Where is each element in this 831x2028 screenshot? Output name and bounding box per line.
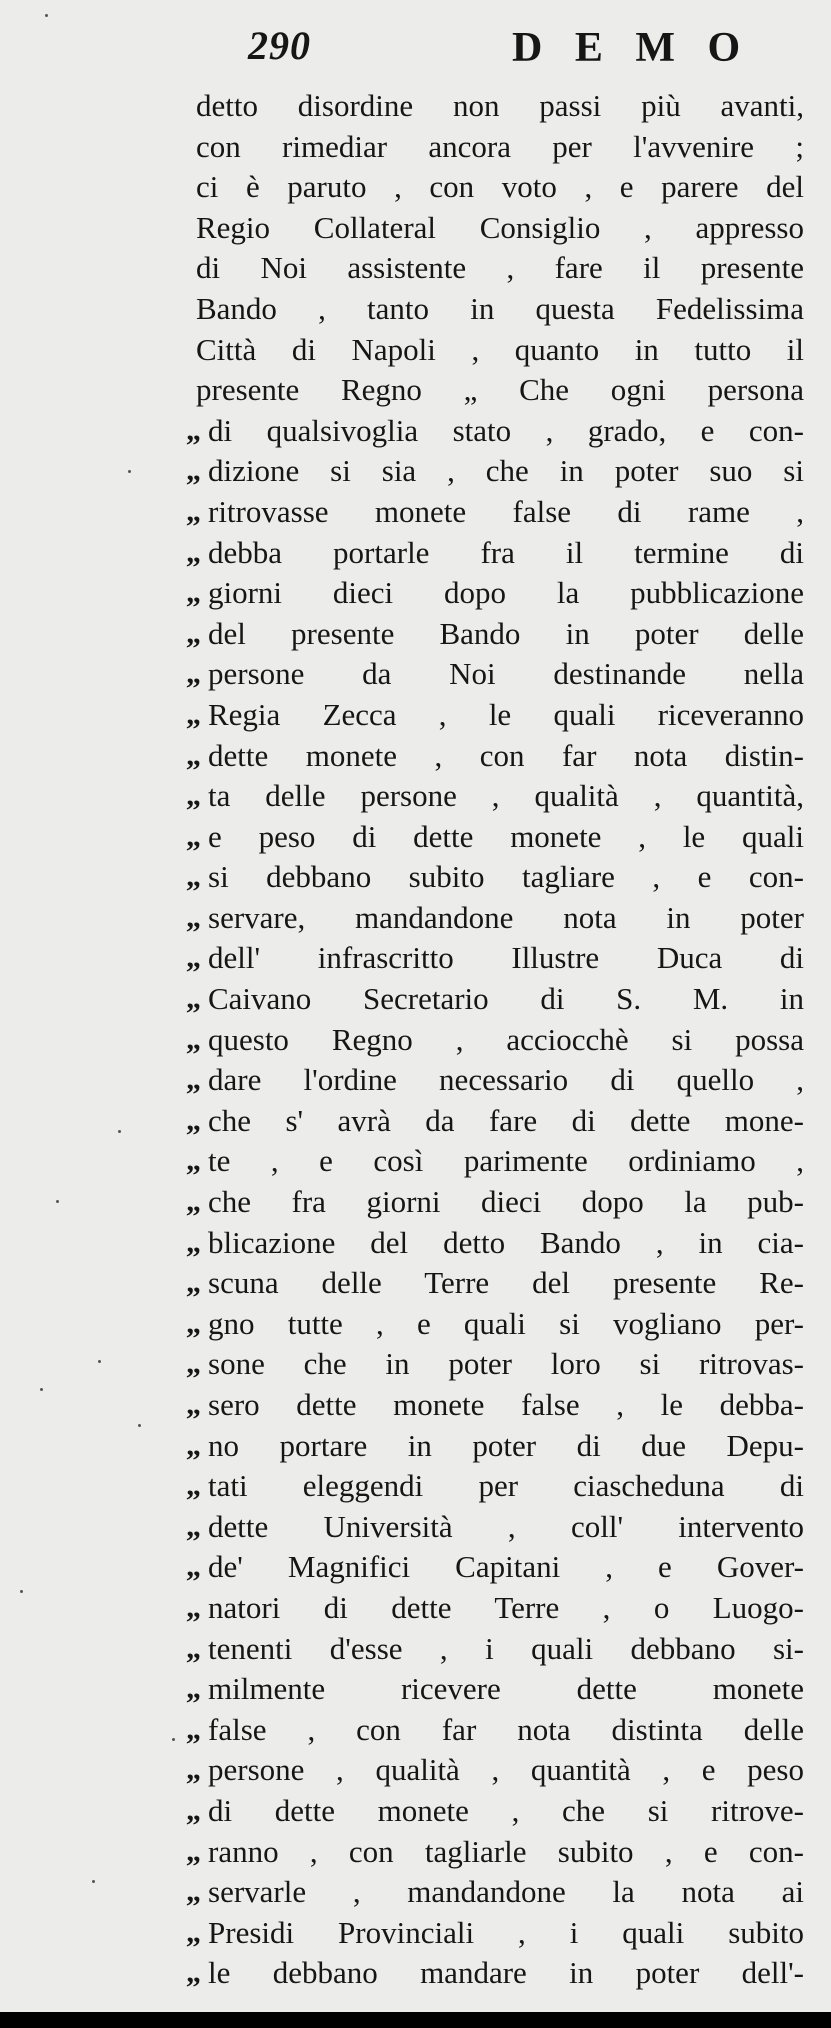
- line-text: presente Regno „ Che ogni persona: [196, 372, 804, 408]
- text-line: [186, 695, 804, 736]
- text-line: [186, 533, 804, 574]
- quotation-mark: „: [186, 1144, 201, 1178]
- line-text: tati eleggendi per ciascheduna di: [208, 1468, 804, 1504]
- quotation-mark: „: [186, 494, 201, 528]
- running-head: D E M O: [512, 25, 745, 71]
- line-text: sone che in poter loro si ritrovas-: [208, 1346, 804, 1382]
- line-text: servarle , mandandone la nota ai: [208, 1874, 804, 1910]
- quotation-mark: „: [186, 1509, 201, 1543]
- text-line: [186, 1344, 804, 1385]
- line-text: che fra giorni dieci dopo la pub-: [208, 1184, 804, 1220]
- text-line: [186, 817, 804, 858]
- line-text: false , con far nota distinta delle: [208, 1711, 804, 1747]
- page-number: 290: [248, 23, 311, 68]
- text-line: [186, 1953, 804, 1994]
- text-line: [186, 1182, 804, 1223]
- quotation-mark: „: [186, 1469, 201, 1503]
- line-text: si debbano subito tagliare , e con-: [208, 859, 804, 895]
- text-line: [186, 1304, 804, 1345]
- quotation-mark: „: [186, 413, 201, 447]
- line-text: ta delle persone , qualità , quantità,: [208, 778, 804, 814]
- quotation-mark: „: [186, 576, 201, 610]
- line-text: dell' infrascritto Illustre Duca di: [208, 940, 804, 976]
- text-line: [186, 736, 804, 777]
- text-line: [196, 167, 804, 208]
- text-line: [186, 1101, 804, 1142]
- line-text: con rimediar ancora per l'avvenire ;: [196, 128, 804, 164]
- line-text: tenenti d'esse , i quali debbano si-: [208, 1630, 804, 1666]
- quotation-mark: „: [186, 982, 201, 1016]
- quotation-mark: „: [186, 1915, 201, 1949]
- text-line: [186, 1426, 804, 1467]
- text-line: [186, 1750, 804, 1791]
- line-text: ranno , con tagliarle subito , e con-: [208, 1833, 804, 1869]
- quotation-mark: „: [186, 1590, 201, 1624]
- scan-border: [0, 2012, 831, 2028]
- line-text: persone , qualità , quantità , e peso: [208, 1752, 804, 1788]
- text-line: [186, 1385, 804, 1426]
- line-text: Città di Napoli , quanto in tutto il: [196, 331, 804, 367]
- quotation-mark: „: [186, 454, 201, 488]
- quotation-mark: „: [186, 1875, 201, 1909]
- text-line: [186, 1832, 804, 1873]
- line-text: di dette monete , che si ritrove-: [208, 1792, 804, 1828]
- line-text: blicazione del detto Bando , in cia-: [208, 1224, 804, 1260]
- text-line: [186, 1588, 804, 1629]
- text-line: [196, 289, 804, 330]
- text-line: [186, 1791, 804, 1832]
- text-line: [186, 1060, 804, 1101]
- text-line: [186, 1223, 804, 1264]
- line-text: Caivano Secretario di S. M. in: [208, 981, 804, 1017]
- line-text: Regia Zecca , le quali riceveranno: [208, 696, 804, 732]
- line-text: te , e così parimente ordiniamo ,: [208, 1143, 804, 1179]
- line-text: questo Regno , acciocchè si possa: [208, 1021, 804, 1057]
- quotation-mark: „: [186, 616, 201, 650]
- text-line: [186, 1466, 804, 1507]
- line-text: ci è paruto , con voto , e parere del: [196, 169, 804, 205]
- line-text: de' Magnifici Capitani , e Gover-: [208, 1549, 804, 1585]
- text-line: [186, 573, 804, 614]
- quotation-mark: „: [186, 1022, 201, 1056]
- text-line: [186, 1020, 804, 1061]
- quotation-mark: „: [186, 819, 201, 853]
- quotation-mark: „: [186, 1753, 201, 1787]
- line-text: Presidi Provinciali , i quali subito: [208, 1914, 804, 1950]
- line-text: sero dette monete false , le debba-: [208, 1387, 804, 1422]
- text-line: [186, 857, 804, 898]
- quotation-mark: „: [186, 697, 201, 731]
- text-line: [186, 1913, 804, 1954]
- quotation-mark: „: [186, 535, 201, 569]
- quotation-mark: „: [186, 1225, 201, 1259]
- text-line: [186, 1669, 804, 1710]
- line-text: dette monete , con far nota distin-: [208, 737, 804, 773]
- text-line: [196, 370, 804, 411]
- line-text: del presente Bando in poter delle: [208, 615, 804, 651]
- quotation-mark: „: [186, 1347, 201, 1381]
- text-line: [186, 898, 804, 939]
- line-text: debba portarle fra il termine di: [208, 534, 804, 570]
- quotation-mark: „: [186, 1834, 201, 1868]
- quotation-mark: „: [186, 1388, 201, 1421]
- quotation-mark: „: [186, 1185, 201, 1219]
- text-line: [186, 492, 804, 533]
- line-text: detto disordine non passi più avanti,: [196, 88, 804, 123]
- quotation-mark: „: [186, 1956, 201, 1990]
- text-line: [186, 1547, 804, 1588]
- quotation-mark: „: [186, 1266, 201, 1300]
- line-text: dare l'ordine necessario di quello ,: [208, 1062, 804, 1098]
- text-line: [186, 1872, 804, 1913]
- line-text: gno tutte , e quali si vogliano per-: [208, 1305, 804, 1341]
- line-text: di Noi assistente , fare il presente: [196, 250, 804, 286]
- text-line: [186, 938, 804, 979]
- line-text: dizione si sia , che in poter suo si: [208, 453, 804, 489]
- text-line: [186, 776, 804, 817]
- quotation-mark: „: [186, 1631, 201, 1665]
- quotation-mark: „: [186, 941, 201, 975]
- quotation-mark: „: [186, 1550, 201, 1584]
- quotation-mark: „: [186, 1428, 201, 1462]
- quotation-mark: „: [186, 1672, 201, 1706]
- line-text: Regio Collateral Consiglio , appresso: [196, 209, 804, 245]
- line-text: che s' avrà da fare di dette mone-: [208, 1102, 804, 1138]
- line-text: scuna delle Terre del presente Re-: [208, 1265, 804, 1301]
- text-line: [196, 248, 804, 289]
- quotation-mark: „: [186, 779, 201, 813]
- quotation-mark: „: [186, 657, 201, 691]
- line-text: persone da Noi destinande nella: [208, 656, 804, 692]
- body-text: [186, 86, 804, 1994]
- text-line: [186, 1710, 804, 1751]
- text-line: [186, 654, 804, 695]
- text-line: [186, 451, 804, 492]
- quotation-mark: „: [186, 860, 201, 894]
- line-text: servare, mandandone nota in poter: [208, 899, 804, 935]
- line-text: natori di dette Terre , o Luogo-: [208, 1589, 804, 1625]
- quotation-mark: „: [186, 900, 201, 934]
- quotation-mark: „: [186, 1793, 201, 1827]
- line-text: giorni dieci dopo la pubblicazione: [208, 575, 804, 611]
- quotation-mark: „: [186, 1712, 201, 1746]
- text-line: [186, 1263, 804, 1304]
- text-line: [186, 1507, 804, 1548]
- line-text: ritrovasse monete false di rame ,: [208, 493, 804, 529]
- quotation-mark: „: [186, 1063, 201, 1097]
- text-line: [196, 127, 804, 168]
- line-text: dette Università , coll' intervento: [208, 1508, 804, 1544]
- quotation-mark: „: [186, 738, 201, 772]
- line-text: e peso di dette monete , le quali: [208, 818, 804, 854]
- line-text: Bando , tanto in questa Fedelissima: [196, 290, 804, 326]
- text-line: [186, 979, 804, 1020]
- text-line: [186, 1141, 804, 1182]
- line-text: milmente ricevere dette monete: [208, 1671, 804, 1707]
- quotation-mark: „: [186, 1306, 201, 1340]
- line-text: di qualsivoglia stato , grado, e con-: [208, 412, 804, 448]
- text-line: [196, 330, 804, 371]
- text-line: [186, 614, 804, 655]
- text-line: [186, 411, 804, 452]
- text-line: [196, 86, 804, 127]
- line-text: no portare in poter di due Depu-: [208, 1427, 804, 1463]
- quotation-mark: „: [186, 1103, 201, 1137]
- text-line: [196, 208, 804, 249]
- line-text: le debbano mandare in poter dell'-: [208, 1955, 804, 1991]
- text-line: [186, 1629, 804, 1670]
